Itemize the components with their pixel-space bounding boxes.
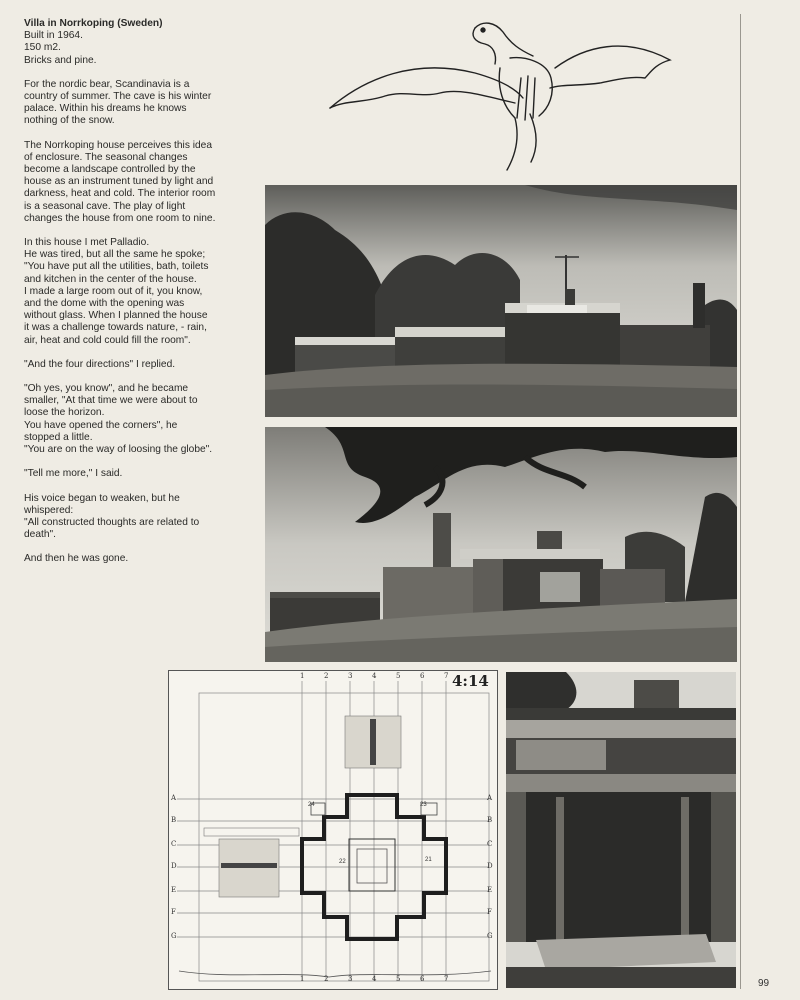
text-line: whispered:: [24, 504, 74, 516]
text-line: "You have put all the utilities, bath, toilets: [24, 261, 209, 273]
text-line: I made a large room out of it, you know,: [24, 285, 203, 297]
plan-column-label: 5: [396, 975, 401, 983]
text-line: country of summer. The cave is his winter: [24, 91, 212, 103]
text-line: palace. Within his dreams he knows: [24, 103, 187, 115]
meta-materials: Bricks and pine.: [24, 54, 97, 66]
plan-row-label: C: [171, 840, 177, 848]
text-line: smaller, "At that time we were about to: [24, 395, 198, 407]
text-line: death".: [24, 529, 56, 541]
text-line: it was a challenge towards nature, - rain,: [24, 322, 207, 334]
page-number: 99: [758, 978, 770, 989]
plan-column-label: 2: [324, 975, 329, 983]
meta-built: Built in 1964.: [24, 30, 83, 42]
plan-row-label: F: [487, 908, 492, 916]
article-paragraphs: [24, 79, 262, 566]
plan-room-number: 21: [425, 857, 432, 863]
plan-column-label: 4: [372, 672, 377, 680]
article-paragraph: [24, 359, 262, 371]
plan-column-label: 7: [444, 672, 449, 680]
plan-row-label: E: [487, 886, 493, 894]
plan-row-label: D: [171, 862, 177, 870]
text-line: without glass. When I planned the house: [24, 310, 208, 322]
article-paragraph: [24, 140, 262, 225]
text-line: loose the horizon.: [24, 407, 105, 419]
text-line: darkness, heat and cold. The interior room: [24, 188, 216, 200]
plan-row-label: B: [487, 816, 493, 824]
text-line: stopped a little.: [24, 431, 93, 443]
text-line: For the nordic bear, Scandinavia is a: [24, 78, 190, 90]
text-line: of enclosure. The seasonal changes: [24, 151, 188, 163]
column-rule: [740, 14, 741, 989]
text-line: He was tired, but all the same he spoke;: [24, 249, 206, 261]
plan-figure-label: 4:14: [452, 672, 489, 690]
text-line: The Norrkoping house perceives this idea: [24, 139, 213, 151]
photo-entrance: [506, 672, 736, 988]
plan-row-label: F: [171, 908, 176, 916]
text-line: "Oh yes, you know", and he became: [24, 383, 189, 395]
article-paragraph: [24, 79, 262, 128]
plan-row-label: B: [171, 816, 177, 824]
plan-room-number: 24: [308, 802, 315, 808]
plan-row-label: A: [487, 794, 493, 802]
text-line: "Tell me more," I said.: [24, 468, 123, 480]
plan-room-number: 22: [339, 859, 346, 865]
article-paragraph: [24, 237, 262, 347]
text-line: is a seasonal cave. The play of light: [24, 200, 186, 212]
text-line: changes the house from one room to nine.: [24, 212, 216, 224]
text-line: house as an instrument tuned by light and: [24, 176, 214, 188]
plan-room-number: 23: [420, 802, 427, 808]
plan-column-label: 1: [300, 672, 305, 680]
plan-column-label: 1: [300, 975, 305, 983]
plan-row-label: G: [171, 932, 177, 940]
article-text: [24, 18, 262, 578]
plan-column-label: 3: [348, 975, 353, 983]
text-line: become a landscape controlled by the: [24, 164, 196, 176]
photo-house-meadow: [265, 185, 737, 417]
text-line: and kitchen in the center of the house.: [24, 273, 197, 285]
plan-row-label: G: [487, 932, 493, 940]
article-paragraph: [24, 553, 262, 565]
plan-row-label: E: [171, 886, 177, 894]
pegasus-sketch-icon: [325, 18, 675, 178]
article-title: Villa in Norrkoping (Sweden): [24, 18, 163, 29]
plan-column-label: 5: [396, 672, 401, 680]
plan-column-label: 4: [372, 975, 377, 983]
text-line: You have opened the corners", he: [24, 419, 178, 431]
text-line: air, heat and cold could fill the room".: [24, 334, 191, 346]
text-line: nothing of the snow.: [24, 115, 115, 127]
text-line: "You are on the way of loosing the globe".: [24, 444, 213, 456]
plan-column-label: 7: [444, 975, 449, 983]
plan-column-label: 6: [420, 672, 425, 680]
text-line: and the dome with the opening was: [24, 298, 185, 310]
photo-brick-corner: [265, 427, 737, 662]
text-line: His voice began to weaken, but he: [24, 492, 180, 504]
plan-column-label: 2: [324, 672, 329, 680]
meta-area: 150 m2.: [24, 42, 61, 54]
plan-column-label: 6: [420, 975, 425, 983]
plan-row-label: D: [487, 862, 493, 870]
plan-column-label: 3: [348, 672, 353, 680]
floor-plan: [168, 670, 498, 990]
text-line: In this house I met Palladio.: [24, 237, 150, 249]
article-paragraph: [24, 383, 262, 456]
text-line: "And the four directions" I replied.: [24, 358, 176, 370]
text-line: "All constructed thoughts are related to: [24, 516, 200, 528]
text-line: And then he was gone.: [24, 553, 129, 565]
plan-row-label: C: [487, 840, 493, 848]
article-header: [24, 18, 262, 67]
plan-row-label: A: [171, 794, 177, 802]
article-paragraph: [24, 493, 262, 542]
article-paragraph: [24, 468, 262, 480]
